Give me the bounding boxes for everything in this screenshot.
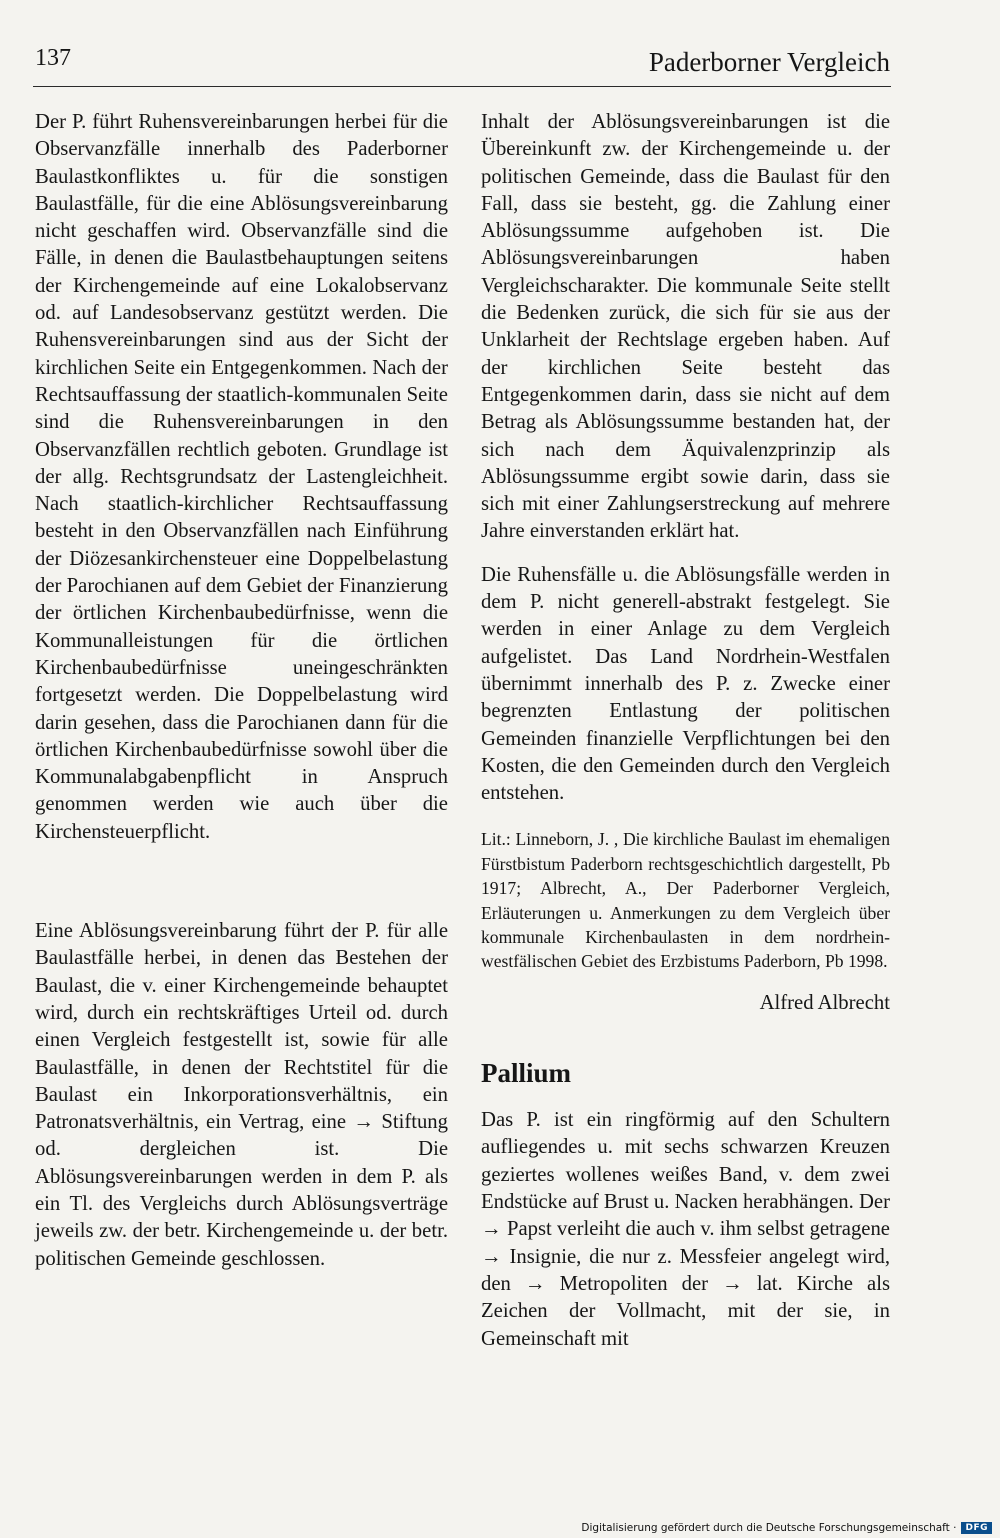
author-signature: Alfred Albrecht — [759, 991, 890, 1014]
footer-text: Digitalisierung gefördert durch die Deutsche Forschungsgemeinschaft · — [581, 1522, 957, 1534]
entry-title: Pallium — [481, 1058, 572, 1089]
header-rule — [33, 86, 891, 87]
running-head: Paderborner Vergleich — [648, 47, 890, 77]
left-paragraph-1: Der P. führt Ruhensvereinbarungen herbei für die Observanzfälle innerhalb des Paderborner Baulastkonfliktes u. für die sonstigen Baulastfälle, für die eine Ablösungsvereinbarung nicht geschaffen wird. Observanzfälle sind die Fälle, in denen die Baulastbehauptungen seitens der Kirchengemeinde auf eine Lokalobservanz od. auf Landesobservanz gestützt werden. Die Ruhensvereinbarungen sind aus der Sicht der kirchlichen Seite ein Entgegenkommen. Nach der Rechtsauffassung der staatlich-kommunalen Seite sind die Ruhensvereinbarungen in den Observanzfällen rechtlich geboten. Grundlage ist der allg. Rechtsgrundsatz der Lastengleichheit. Nach staatlich-kirchlicher Rechtsauffassung besteht in den Observanzfällen nach Einführung der Diözesankirchensteuer eine Doppelbelastung der Parochianen auf dem Gebiet der Finanzierung der örtlichen Kirchenbaubedürfnisse, wenn die Kommunalleistungen für die örtlichen Kirchenbaubedürfnisse uneingeschränkten fortgesetzt werden. Die Doppelbelastung wird darin gesehen, dass die Parochianen dann für die örtlichen Kirchenbaubedürfnisse sowohl über die Kommunalabgabenpflicht in Anspruch genommen werden wie auch über die Kirchensteuerpflicht. — [35, 111, 448, 843]
left-paragraph-2: Eine Ablösungsvereinbarung führt der P. für alle Baulastfälle herbei, in denen das Bestehen der Baulast, die v. einer Kirchengemeinde behauptet wird, durch ein rechtskräftiges Urteil od. durch einen Vergleich festgestellt ist, sowie für alle Baulastfälle, in denen der Rechtstitel für die Baulast ein Inkorporationsverhältnis, ein Patronatsverhältnis, ein Vertrag, eine → Stiftung od. dergleichen ist. Die Ablösungsvereinbarungen werden in dem P. als ein Tl. des Vergleichs durch Ablösungsverträge jeweils zw. der betr. Kirchengemeinde u. der betr. politischen Gemeinde geschlossen. — [35, 920, 448, 1270]
right-paragraph-2: Die Ruhensfälle u. die Ablösungsfälle werden in dem P. nicht generell-abstrakt festgelegt. Sie werden in einer Anlage zu dem Vergleich aufgelistet. Das Land Nordrhein-Westfalen übernimmt innerhalb des P. z. Zwecke einer begrenzten Entlastung der politischen Gemeinden finanzielle Verpflichtungen bei den Kosten, die den Gemeinden durch den Vergleich entstehen. — [481, 563, 890, 805]
right-column — [481, 109, 890, 1353]
page-number: 137 — [35, 45, 71, 71]
digitization-footer — [581, 1522, 992, 1534]
entry-paragraph: Das P. ist ein ringförmig auf den Schultern aufliegendes u. mit sechs schwarzen Kreuzen geziertes wollenes weißes Band, v. dem zwei Endstücke auf Brust u. Nacken herabhängen. Der → Papst verleiht die auch v. ihm selbst getragene → Insignie, die nur z. Messfeier angelegt wird, den → Metropoliten der → lat. Kirche als Zeichen der Vollmacht, mit der sie, in Gemeinschaft mit — [481, 1109, 891, 1350]
right-paragraph-1: Inhalt der Ablösungsvereinbarungen ist die Übereinkunft zw. der Kirchengemeinde u. der politischen Gemeinde, dass die Baulast für den Fall, dass sie besteht, gg. die Zahlung einer Ablösungssumme aufgehoben ist. Die Ablösungsvereinbarungen haben Vergleichscharakter. Die kommunale Seite stellt die Bedenken zurück, die sich für sie aus der Unklarheit der Rechtslage ergeben haben. Auf der kirchlichen Seite besteht das Entgegenkommen darin, dass sie nicht auf dem Betrag als Ablösungssumme bestanden hat, der sich nach dem Äquivalenzprinzip als Ablösungssumme ergibt sowie darin, dass sie sich mit einer Zahlungserstreckung auf mehrere Jahre einverstanden erklärt hat. — [481, 111, 890, 543]
left-column — [35, 109, 448, 1273]
dfg-logo: DFG — [961, 1522, 992, 1534]
literature-references: Lit.: Linneborn, J. , Die kirchliche Baulast im ehemaligen Fürstbistum Paderborn rechtsgeschichtlich dargestellt, Pb 1917; Albrecht, A., Der Paderborner Vergleich, Erläuterungen u. Anmerkungen zu dem Vergleich über kommunale Kirchenbaulasten in dem nordrhein-westfälischen Gebiet des Erzbistums Paderborn, Pb 1998. — [481, 829, 890, 972]
